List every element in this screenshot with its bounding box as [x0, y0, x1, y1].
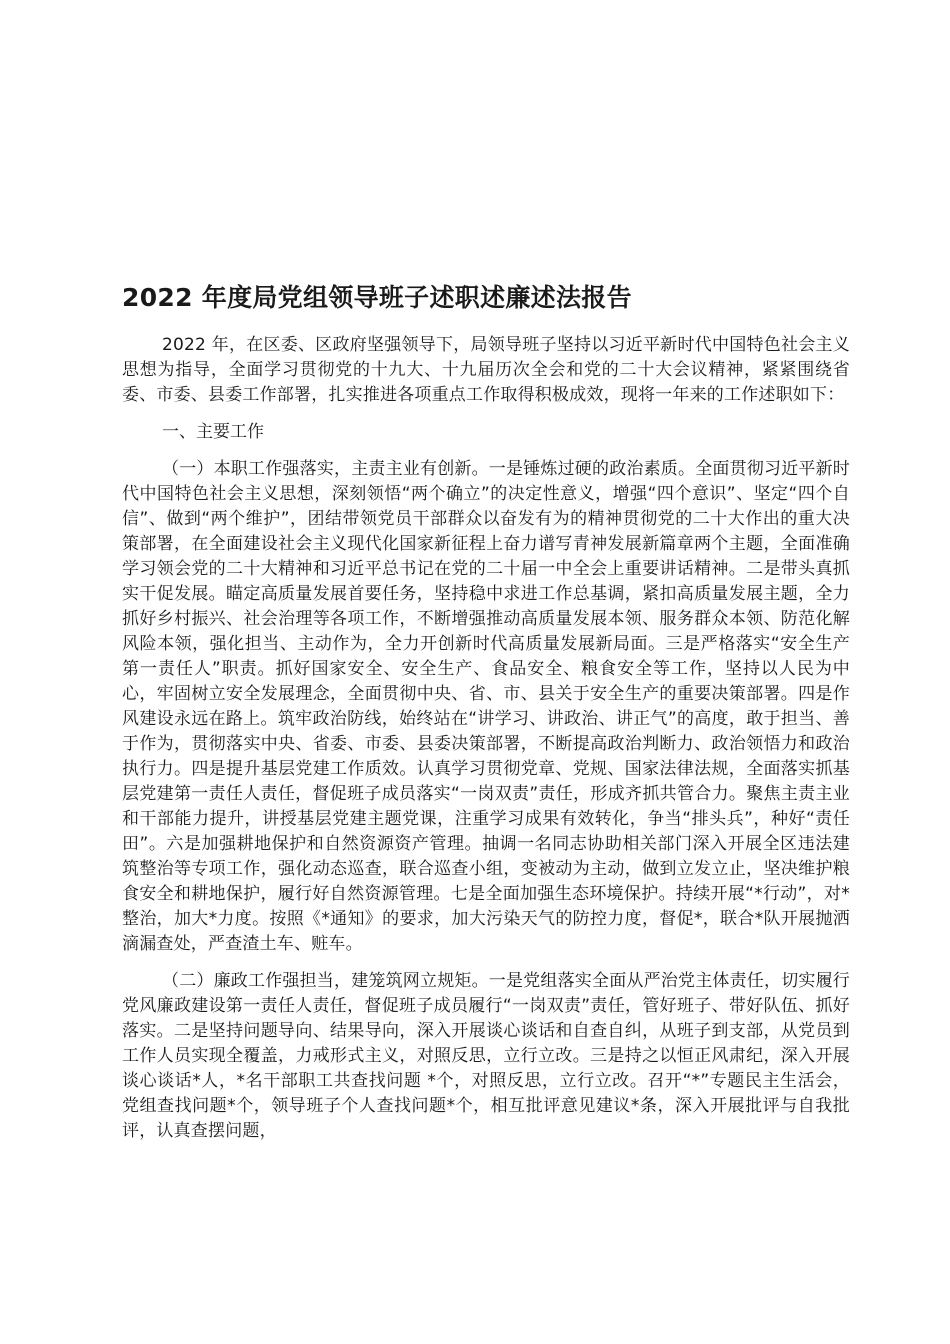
paragraph-clean-governance: （二）廉政工作强担当，建笼筑网立规矩。一是党组落实全面从严治党主体责任，切实履行党风廉政建设第一责任人责任，督促班子成员履行“一岗双责”责任，管好班子、带好队伍、抓好落实。二是坚持问题导向、结果导向，深入开展谈心谈话和自查自纠，从班子到支部，从党员到工作人员实现全覆盖，力戒形式主义，对照反思，立行立改。三是持之以恒正风肃纪，深入开展谈心谈话*人，*名干部职工共查找问题 *个，对照反思，立行立改。召开“*”专题民主生活会，党组查找问题*个，领导班子个人查找问题*个，相互批评意见建议*条，深入开展批评与自我批评，认真查摆问题，: [122, 971, 850, 1141]
paragraph-job-duties: （一）本职工作强落实，主责主业有创新。一是锤炼过硬的政治素质。全面贯彻习近平新时代中国特色社会主义思想，深刻领悟“两个确立”的决定性意义，增强“四个意识”、坚定“四个自信”、做到“两个维护”，团结带领党员干部群众以奋发有为的精神贯彻党的二十大作出的重大决策部署，在全面建设社会主义现代化国家新征程上奋力谱写青神发展新篇章两个主题，全面准确学习领会党的二十大精神和习近平总书记在党的二十届一中全会上重要讲话精神。二是带头真抓实干促发展。瞄定高质量发展首要任务，坚持稳中求进工作总基调，紧扣高质量发展主题，全力抓好乡村振兴、社会治理等各项工作，不断增强推动高质量发展本领、服务群众本领、防范化解风险本领，强化担当、主动作为，全力开创新时代高质量发展新局面。三是严格落实“安全生产第一责任人”职责。抓好国家安全、安全生产、食品安全、粮食安全等工作，坚持以人民为中心，牢固树立安全发展理念，全面贯彻中央、省、市、县关于安全生产的重要决策部署。四是作风建设永远在路上。筑牢政治防线，始终站在“讲学习、讲政治、讲正气”的高度，敢于担当、善于作为，贯彻落实中央、省委、市委、县委决策部署，不断提高政治判断力、政治领悟力和政治执行力。四是提升基层党建工作质效。认真学习贯彻党章、党规、国家法律法规，全面落实抓基层党建第一责任人责任，督促班子成员落实“一岗双责”责任，形成齐抓共管合力。聚焦主责主业和干部能力提升，讲授基层党建主题党课，注重学习成果有效转化，争当“排头兵”，种好“责任田”。六是加强耕地保护和自然资源资产管理。抽调一名同志协助相关部门深入开展全区违法建筑整治等专项工作，强化动态巡查，联合巡查小组，变被动为主动，做到立发立止，坚决维护粮食安全和耕地保护，履行好自然资源管理。七是全面加强生态环境保护。持续开展“*行动”，对*整治，加大*力度。按照《*通知》的要求，加大污染天气的防控力度，督促*，联合*队开展抛洒滴漏查处，严查渣土车、赃车。: [122, 459, 850, 954]
section-heading-main-work: 一、主要工作: [162, 422, 264, 442]
intro-paragraph: 2022 年，在区委、区政府坚强领导下，局领导班子坚持以习近平新时代中国特色社会主义思想为指导，全面学习贯彻党的十九大、十九届历次全会和党的二十大会议精神，紧紧围绕省委、市委、县委工作部署，扎实推进各项重点工作取得积极成效，现将一年来的工作述职如下：: [122, 335, 850, 405]
document-body: [122, 333, 850, 1156]
document-title: 2022 年度局党组领导班子述职述廉述法报告: [122, 283, 632, 312]
